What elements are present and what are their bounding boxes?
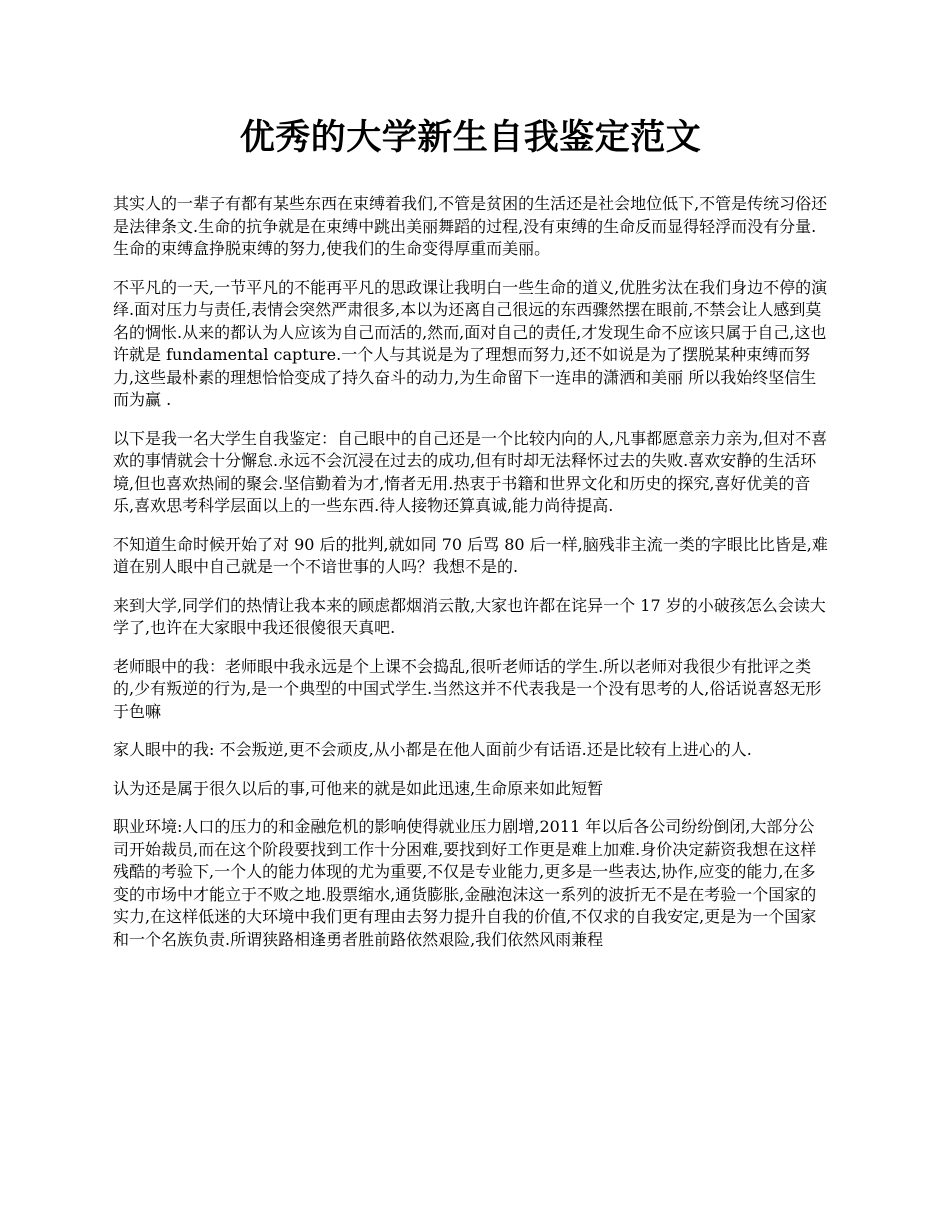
- paragraph-6: 老师眼中的我：老师眼中我永远是个上课不会捣乱,很听老师话的学生.所以老师对我很少有批评之类的,少有叛逆的行为,是一个典型的中国式学生.当然这并不代表我是一个没有思考的人,俗话说喜怒无形于色嘛: [113, 656, 822, 721]
- paragraph-1: 其实人的一辈子有都有某些东西在束缚着我们,不管是贫困的生活还是社会地位低下,不管是传统习俗还是法律条文.生命的抗争就是在束缚中跳出美丽舞蹈的过程,没有束缚的生命反而显得轻浮而没有分量.生命的束缚盒挣脱束缚的努力,使我们的生命变得厚重而美丽。: [113, 194, 828, 258]
- paragraph-2: 不平凡的一天,一节平凡的不能再平凡的思政课让我明白一些生命的道义,优胜劣汰在我们身边不停的演绎.面对压力与责任,表情会突然严肃很多,本以为还离自己很远的东西骤然摆在眼前,不禁会让人感到莫名的惆怅.从来的都认为人应该为自己而活的,然而,面对自己的责任,才发现生命不应该只属于自己,这也许就是 fundamental capture.一个人与其说是为了理想而努力,还不如说是为了摆脱某种束缚而努力,这些最朴素的理想恰恰变成了持久奋斗的动力,为生命留下一连串的潇洒和美丽 所以我始终坚信生而为赢 .: [113, 277, 828, 409]
- paragraph-3: 以下是我一名大学生自我鉴定：自己眼中的自己还是一个比较内向的人,凡事都愿意亲力亲为,但对不喜欢的事情就会十分懈怠.永远不会沉浸在过去的成功,但有时却无法释怀过去的失败.喜欢安静的生活环境,但也喜欢热闹的聚会.坚信勤着为才,惰者无用.热衷于书籍和世界文化和历史的探究,喜好优美的音乐,喜欢思考科学层面以上的一些东西.待人接物还算真诚,能力尚待提高.: [113, 428, 828, 515]
- paragraph-8: 认为还是属于很久以后的事,可他来的就是如此迅速,生命原来如此短暂: [113, 778, 604, 798]
- document-title: 优秀的大学新生自我鉴定范文: [239, 117, 702, 158]
- paragraph-4: 不知道生命时候开始了对 90 后的批判,就如同 70 后骂 80 后一样,脑残非主流一类的字眼比比皆是,难道在别人眼中自己就是一个不谙世事的人吗？我想不是的.: [113, 534, 828, 576]
- document-body: [113, 193, 828, 951]
- paragraph-9: 职业环境:人口的压力的和金融危机的影响使得就业压力剧增,2011 年以后各公司纷纷倒闭,大部分公司开始裁员,而在这个阶段要找到工作十分困难,要找到好工作更是难上加难.身价决定薪资我想在这样残酷的考验下,一个人的能力体现的尤为重要,不仅是专业能力,更多是一些表达,协作,应变的能力,在多变的市场中才能立于不败之地.股票缩水,通货膨胀,金融泡沫这一系列的波折无不是在考验一个国家的实力,在这样低迷的大环境中我们更有理由去努力提升自我的价值,不仅求的自我安定,更是为一个国家和一个名族负责.所谓狭路相逢勇者胜前路依然艰险,我们依然风雨兼程: [113, 817, 817, 949]
- paragraph-5: 来到大学,同学们的热情让我本来的顾虑都烟消云散,大家也许都在诧异一个 17 岁的小破孩怎么会读大学了,也许在大家眼中我还很傻很天真吧.: [113, 595, 826, 637]
- paragraph-7: 家人眼中的我: 不会叛逆,更不会顽皮,从小都是在他人面前少有话语.还是比较有上进心的人.: [113, 740, 752, 759]
